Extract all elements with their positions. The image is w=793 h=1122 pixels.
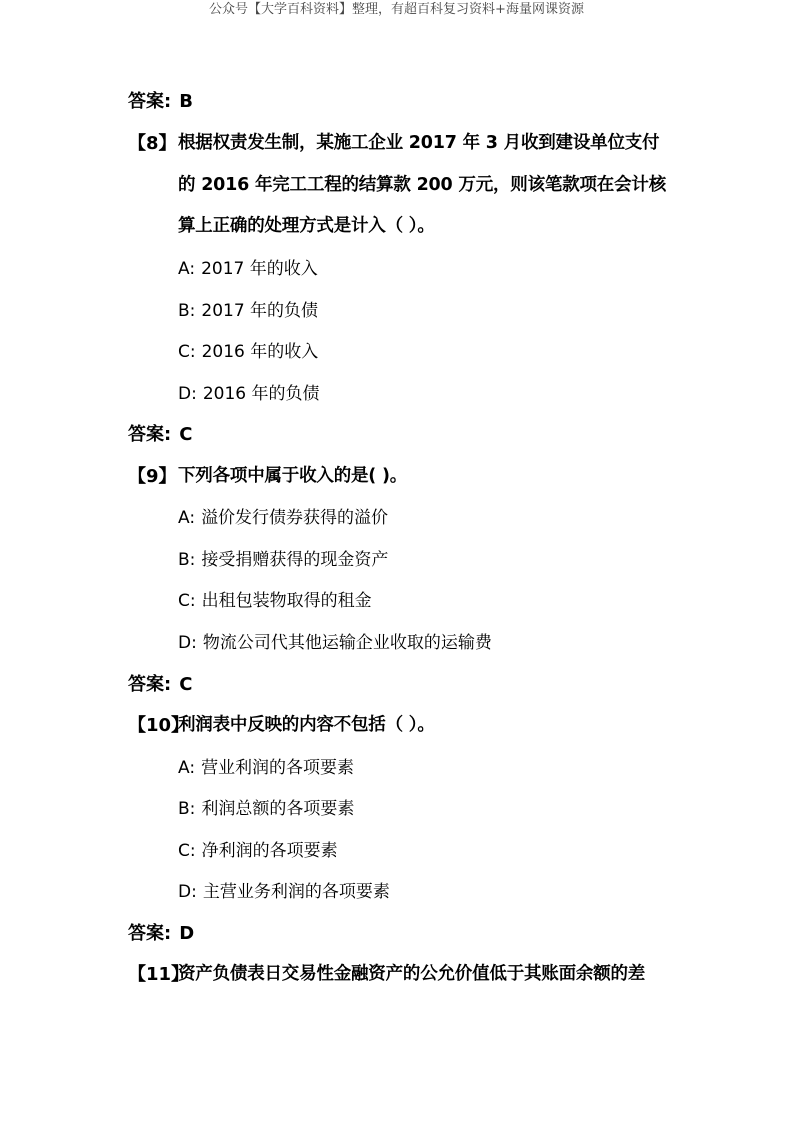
option-text: 主营业务利润的各项要素 [202, 882, 390, 902]
question-text-line: 根据权责发生制，某施工企业 2017 年 3 月收到建设单位支付 [178, 133, 660, 153]
answer-line [128, 87, 193, 113]
answer-value: C [179, 424, 193, 445]
question-number: 【11】 [128, 964, 190, 985]
option-a [178, 254, 318, 279]
option-c [178, 586, 372, 611]
option-text: 溢价发行债券获得的溢价 [201, 508, 389, 528]
option-text: 营业利润的各项要素 [201, 758, 355, 778]
option-c [178, 337, 318, 362]
question-number: 【8】 [128, 133, 177, 154]
page-header: 公众号【大学百科资料】整理，有超百科复习资料+海量网课资源 [209, 2, 584, 17]
answer-line [128, 919, 194, 945]
option-text: 利润总额的各项要素 [201, 799, 355, 819]
option-text: 2016 年的收入 [201, 342, 319, 362]
option-key: C: [178, 591, 196, 611]
question-text-line: 资产负债表日交易性金融资产的公允价值低于其账面余额的差 [178, 964, 646, 984]
answer-value: C [179, 674, 193, 695]
option-key: D: [178, 384, 197, 404]
answer-label: 答案: [128, 674, 172, 695]
option-key: A: [178, 508, 196, 528]
answer-line [128, 420, 192, 446]
answer-label: 答案: [128, 424, 172, 445]
option-key: C: [178, 342, 196, 362]
option-key: D: [178, 633, 197, 653]
option-a [178, 503, 388, 528]
question-number: 【9】 [128, 466, 177, 487]
answer-label: 答案: [128, 923, 172, 944]
option-text: 2017 年的收入 [201, 259, 318, 279]
option-text: 2016 年的负债 [202, 384, 320, 404]
option-b [178, 545, 388, 570]
question-text-line: 算上正确的处理方式是计入（ ）。 [178, 216, 435, 236]
option-a [178, 753, 354, 778]
answer-label: 答案: [128, 91, 172, 112]
option-text: 净利润的各项要素 [201, 841, 338, 861]
option-d [178, 628, 492, 653]
question-text-line: 的 2016 年完工工程的结算款 200 万元，则该笔款项在会计核 [178, 175, 667, 195]
option-key: B: [178, 301, 196, 321]
option-key: A: [178, 259, 196, 279]
option-b [178, 296, 318, 321]
option-key: C: [178, 841, 196, 861]
option-text: 接受捐赠获得的现金资产 [201, 550, 389, 570]
option-key: B: [178, 799, 196, 819]
answer-value: D [179, 923, 195, 944]
question-number: 【10】 [128, 715, 190, 736]
option-key: A: [178, 758, 196, 778]
question-text-line: 利润表中反映的内容不包括（ ）。 [178, 715, 435, 735]
option-b [178, 794, 354, 819]
answer-line [128, 670, 192, 696]
answer-value: B [179, 91, 193, 112]
option-d [178, 379, 320, 404]
option-key: B: [178, 550, 196, 570]
option-text: 物流公司代其他运输企业收取的运输费 [202, 633, 492, 653]
question-text-line: 下列各项中属于收入的是( )。 [178, 466, 408, 486]
option-d [178, 877, 390, 902]
option-text: 2017 年的负债 [201, 301, 319, 321]
option-c [178, 836, 338, 861]
option-key: D: [178, 882, 197, 902]
option-text: 出租包装物取得的租金 [201, 591, 372, 611]
